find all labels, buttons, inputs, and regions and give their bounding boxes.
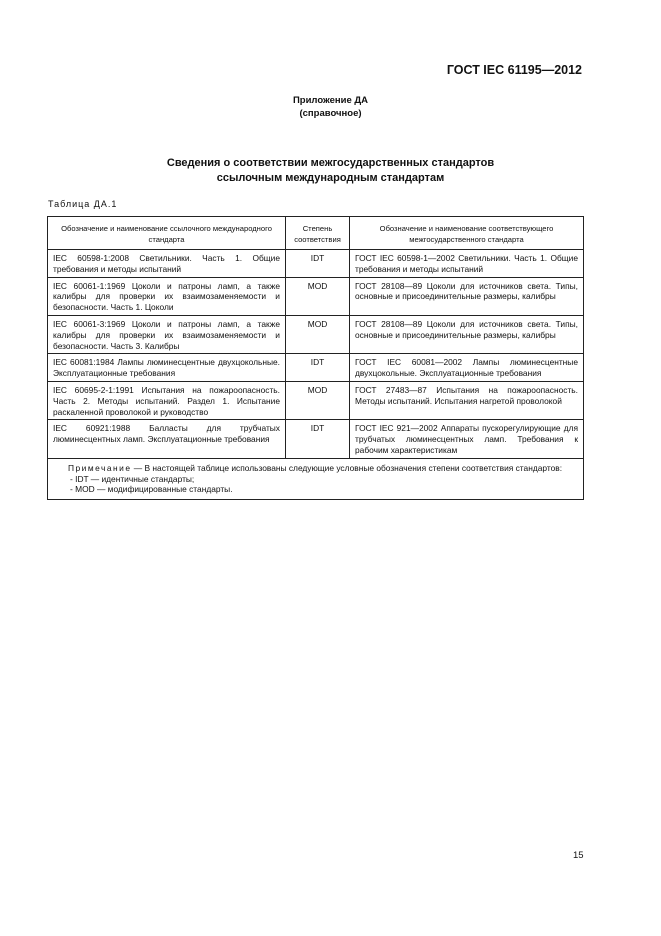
appendix-subtitle: (справочное): [299, 108, 362, 119]
cell-degree: IDT: [286, 354, 350, 382]
cell-degree: IDT: [286, 250, 350, 278]
cell-degree: MOD: [286, 381, 350, 419]
table-note: [48, 458, 584, 499]
cell-intl-standard: IEC 60061-1:1969 Цоколи и патроны ламп, а также калибры для проверки их взаимозаменяемости и безопасности. Часть 1. Цоколи: [48, 277, 286, 315]
table-row: [48, 250, 584, 278]
table-row: [48, 381, 584, 419]
page-number: 15: [573, 850, 584, 861]
cell-gost-standard: ГОСТ 27483—87 Испытания на пожароопасность. Методы испытаний. Испытания нагретой проволокой: [350, 381, 584, 419]
cell-intl-standard: IEC 60598-1:2008 Светильники. Часть 1. Общие требования и методы испытаний: [48, 250, 286, 278]
cell-gost-standard: ГОСТ IEC 60598-1—2002 Светильники. Часть 1. Общие требования и методы испытаний: [350, 250, 584, 278]
cell-degree: MOD: [286, 315, 350, 353]
cell-degree: IDT: [286, 420, 350, 458]
header-intl-standard: Обозначение и наименование ссылочного международного стандарта: [48, 217, 286, 250]
cell-intl-standard: IEC 60921:1988 Балласты для трубчатых люминесцентных ламп. Эксплуатационные требования: [48, 420, 286, 458]
note-item-idt: - IDT — идентичные стандарты;: [70, 473, 195, 484]
cell-gost-standard: ГОСТ 28108—89 Цоколи для источников света. Типы, основные и присоединительные размеры, калибры: [350, 315, 584, 353]
table-note-row: [48, 458, 584, 499]
cell-intl-standard: IEC 60695-2-1:1991 Испытания на пожароопасность. Часть 2. Методы испытаний. Раздел 1. Испытание раскаленной проволокой и руководство: [48, 381, 286, 419]
appendix-title: Приложение ДА: [292, 95, 369, 106]
note-text: [58, 463, 573, 474]
cell-gost-standard: ГОСТ 28108—89 Цоколи для источников света. Типы, основные и присоединительные размеры, калибры: [350, 277, 584, 315]
table-caption: Таблица ДА.1: [48, 199, 118, 209]
cell-gost-standard: ГОСТ IEC 921—2002 Аппараты пускорегулирующие для трубчатых люминесцентных ламп. Требования к рабочим характеристикам: [350, 420, 584, 458]
cell-intl-standard: IEC 60081:1984 Лампы люминесцентные двухцокольные. Эксплуатационные требования: [48, 354, 286, 382]
note-item-mod: - MOD — модифицированные стандарты.: [70, 484, 233, 495]
table-row: [48, 420, 584, 458]
table-header-row: [48, 217, 584, 250]
section-title-line-2: ссылочным международным стандартам: [216, 172, 445, 184]
table-row: [48, 354, 584, 382]
header-degree: Степень соответствия: [286, 217, 350, 250]
cell-degree: MOD: [286, 277, 350, 315]
table-row: [48, 315, 584, 353]
note-body: — В настоящей таблице использованы следующие условные обозначения степени соответствия стандартов:: [131, 462, 563, 473]
note-label: Примечание: [68, 462, 132, 473]
table-row: [48, 277, 584, 315]
cell-intl-standard: IEC 60061-3:1969 Цоколи и патроны ламп, а также калибры для проверки их взаимозаменяемости и безопасности. Часть 3. Калибры: [48, 315, 286, 353]
header-gost-standard: Обозначение и наименование соответствующего межгосударственного стандарта: [350, 217, 584, 250]
section-title-line-1: Сведения о соответствии межгосударственных стандартов: [166, 157, 495, 169]
correspondence-table: [47, 216, 584, 500]
cell-gost-standard: ГОСТ IEC 60081—2002 Лампы люминесцентные двухцокольные. Эксплуатационные требования: [350, 354, 584, 382]
document-code: ГОСТ IEC 61195—2012: [446, 63, 582, 77]
